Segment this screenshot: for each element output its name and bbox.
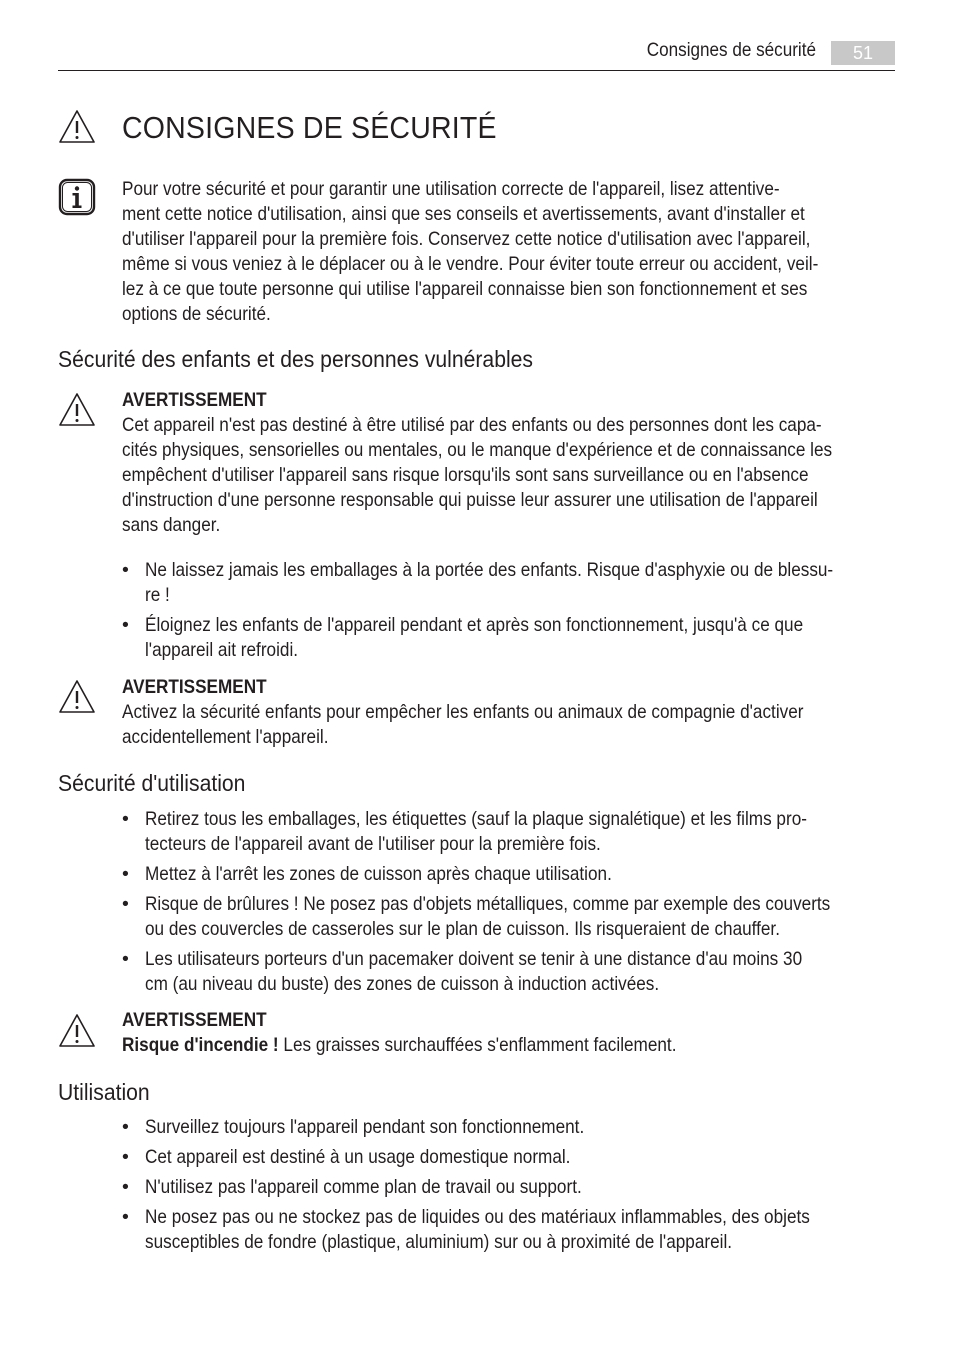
list-item-line: N'utilisez pas l'appareil comme plan de travail ou support. — [145, 1176, 582, 1198]
list-item-text — [145, 892, 889, 942]
list-item-line: Retirez tous les emballages, les étiquettes (sauf la plaque signalétique) et les films pro- — [145, 808, 807, 830]
warning-text — [122, 1033, 892, 1058]
list-item-text — [145, 1145, 889, 1170]
section-heading-utilisation: Utilisation — [58, 1079, 150, 1105]
list-item-line: Éloignez les enfants de l'appareil pendant et après son fonctionnement, jusqu'à ce que — [145, 614, 804, 636]
list-item-line: Ne laissez jamais les emballages à la portée des enfants. Risque d'asphyxie ou de blessu- — [145, 559, 834, 581]
intro-line: lez à ce que toute personne qui utilise l'appareil connaisse bien son fonctionnement et ses — [122, 278, 808, 300]
warning-text-line: cités physiques, sensorielles ou mentales, ou le manque d'expérience et de connaissance les — [122, 439, 833, 461]
list-item-text — [145, 1115, 889, 1140]
warning-text-line: sans danger. — [122, 514, 221, 536]
list-item-text — [145, 558, 889, 608]
warning-triangle-icon — [58, 678, 96, 716]
list-item-line: re ! — [145, 584, 170, 606]
warning-block-1 — [122, 388, 954, 538]
intro-line: options de sécurité. — [122, 303, 271, 325]
list-item-line: l'appareil ait refroidi. — [145, 639, 299, 661]
warning-text-line: Activez la sécurité enfants pour empêcher les enfants ou animaux de compagnie d'activer — [122, 701, 804, 723]
bullet-marker: • — [122, 808, 129, 830]
bullet-marker: • — [122, 614, 129, 636]
list-item-text — [145, 947, 889, 997]
list-item-line: Les utilisateurs porteurs d'un pacemaker doivent se tenir à une distance d'au moins 30 — [145, 948, 803, 970]
warning-label: AVERTISSEMENT — [122, 676, 267, 698]
running-header: Consignes de sécurité — [646, 40, 816, 61]
warning-label: AVERTISSEMENT — [122, 389, 267, 411]
warning-text-line: Cet appareil n'est pas destiné à être utilisé par des enfants ou des personnes dont les capa- — [122, 414, 822, 436]
warning-emphasis: Risque d'incendie ! — [122, 1034, 279, 1056]
bullet-marker: • — [122, 1116, 129, 1138]
list-item-text — [145, 1175, 889, 1200]
warning-text-line: accidentellement l'appareil. — [122, 726, 329, 748]
section-heading-children-safety: Sécurité des enfants et des personnes vulnérables — [58, 346, 534, 372]
bullet-marker: • — [122, 948, 129, 970]
header-rule — [58, 70, 895, 71]
list-item-line: Mettez à l'arrêt les zones de cuisson après chaque utilisation. — [145, 863, 612, 885]
list-item-text — [145, 613, 889, 663]
warning-triangle-icon — [58, 108, 96, 146]
bullet-marker: • — [122, 1146, 129, 1168]
list-item-line: ou des couvercles de casseroles sur le plan de cuisson. Ils risqueraient de chauffer. — [145, 918, 780, 940]
page-title: CONSIGNES DE SÉCURITÉ — [122, 110, 497, 145]
list-item-text — [145, 862, 889, 887]
list-item-line: cm (au niveau du buste) des zones de cuisson à induction activées. — [145, 973, 660, 995]
list-item-line: Surveillez toujours l'appareil pendant son fonctionnement. — [145, 1116, 585, 1138]
bullet-marker: • — [122, 559, 129, 581]
bullet-marker: • — [122, 1206, 129, 1228]
bullet-marker: • — [122, 893, 129, 915]
list-item-line: Cet appareil est destiné à un usage domestique normal. — [145, 1146, 571, 1168]
warning-triangle-icon — [58, 1012, 96, 1050]
intro-line: ment cette notice d'utilisation, ainsi que ses conseils et avertissements, avant d'installer et — [122, 203, 805, 225]
page-number: 51 — [831, 41, 895, 65]
list-item-text — [145, 1205, 889, 1255]
bullet-marker: • — [122, 863, 129, 885]
warning-body: Les graisses surchauffées s'enflamment facilement. — [278, 1034, 677, 1056]
warning-text-line: d'instruction d'une personne responsable qui puisse leur assurer une utilisation de l'appareil — [122, 489, 818, 511]
intro-line: Pour votre sécurité et pour garantir une utilisation correcte de l'appareil, lisez attentive- — [122, 178, 780, 200]
list-item-line: Ne posez pas ou ne stockez pas de liquides ou des matériaux inflammables, des objets — [145, 1206, 810, 1228]
intro-line: même si vous veniez à le déplacer ou à le vendre. Pour éviter toute erreur ou accident, veil- — [122, 253, 819, 275]
warning-block-3 — [122, 1008, 954, 1058]
intro-paragraph — [122, 177, 954, 327]
warning-label: AVERTISSEMENT — [122, 1009, 267, 1031]
list-item-text — [145, 807, 889, 857]
warning-triangle-icon — [58, 391, 96, 429]
list-item-line: Risque de brûlures ! Ne posez pas d'objets métalliques, comme par exemple des couverts — [145, 893, 831, 915]
info-icon — [58, 178, 96, 216]
bullet-marker: • — [122, 1176, 129, 1198]
list-item-line: tecteurs de l'appareil avant de l'utiliser pour la première fois. — [145, 833, 601, 855]
intro-line: d'utiliser l'appareil pour la première fois. Conservez cette notice d'utilisation avec l'appareil, — [122, 228, 811, 250]
warning-block-2 — [122, 675, 954, 750]
section-heading-usage-safety: Sécurité d'utilisation — [58, 770, 246, 796]
warning-text-line: empêchent d'utiliser l'appareil sans risque lorsqu'ils sont sans surveillance ou en l'absence — [122, 464, 809, 486]
list-item-line: susceptibles de fondre (plastique, aluminium) sur ou à proximité de l'appareil. — [145, 1231, 733, 1253]
